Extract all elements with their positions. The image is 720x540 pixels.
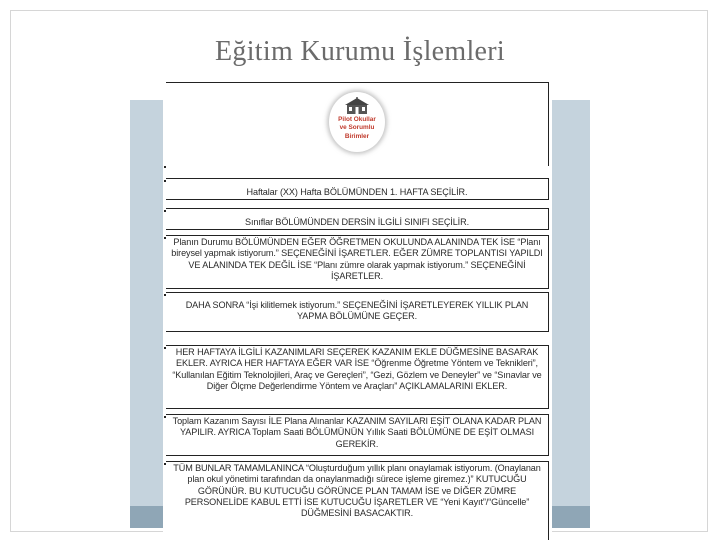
margin-tick (164, 347, 166, 349)
step-3-box (166, 235, 549, 289)
margin-tick (164, 463, 166, 465)
step-5-text: HER HAFTAYA İLGİLİ KAZANIMLARI SEÇEREK KAZANIM EKLE DÜĞMESİNE BASARAK EKLER. AYRICA HER HAFTAYA EĞER VAR İSE “Öğrenme Öğretme Yöntem ve Teknikleri”, “Kullanılan Eğitim Teknolojileri, Araç ve Gereçleri”, “Gezi, Gözlem ve Deneyler” ve “Sınavlar ve Diğer Ölçme Değerlendirme Yöntem ve Araçları” AÇIKLAMALARINI EKLER. (172, 347, 542, 391)
step-5-box (166, 345, 549, 409)
margin-tick (164, 166, 166, 168)
slide-title: Eğitim Kurumu İşlemleri (215, 36, 505, 67)
logo-text-line1: Pilot Okullar (338, 116, 376, 123)
step-3-text: Planın Durumu BÖLÜMÜNDEN EĞER ÖĞRETMEN OKULUNDA ALANINDA TEK İSE “Planı bireysel yapmak istiyorum.” SEÇENEĞİNİ İŞARETLER. EĞER ZÜMRE TOPLANTISI YAPILDI VE ALANINDA TEK DEĞİL İSE “Planı zümre olarak yapmak istiyorum.” SEÇENEĞİNİ İŞARETLER. (171, 237, 543, 281)
step-7-text: TÜM BUNLAR TAMAMLANINCA “Oluşturduğum yıllık planı onaylamak istiyorum. (Onaylanan plan okul yönetimi tarafından da onaylanmadığı sürece işleme giremez.)” KUTUCUĞU GÖRÜNÜR. BU KUTUCUĞU GÖRÜNCE PLAN TAMAM İSE ve DİĞER ZÜMRE PERSONELİDE KABUL ETTİ İSE KUTUCUĞU İŞARETLER VE “Yeni Kayıt”/“Güncelle” DÜĞMESİNİ BASACAKTIR. (173, 463, 541, 519)
step-6-text: Toplam Kazanım Sayısı İLE Plana Alınanlar KAZANIM SAYILARI EŞİT OLANA KADAR PLAN YAPILIR. AYRICA Toplam Saati BÖLÜMÜNÜN Yıllık Saati BÖLÜMÜNE DE EŞİT OLMASI GEREKİR. (172, 416, 542, 449)
step-7-box (166, 461, 549, 540)
margin-tick (164, 180, 166, 182)
margin-tick (164, 237, 166, 239)
step-1-text: Haftalar (XX) Hafta BÖLÜMÜNDEN 1. HAFTA SEÇİLİR. (246, 187, 468, 197)
school-building-icon (344, 97, 370, 115)
step-1-box (166, 178, 549, 200)
logo-text-line2: ve Sorumlu (339, 124, 375, 131)
margin-tick (164, 416, 166, 418)
logo-text-line3: Birimler (344, 133, 370, 140)
pilot-schools-logo (329, 92, 385, 152)
margin-tick (164, 210, 166, 212)
step-4-box (166, 292, 549, 332)
step-6-box (166, 414, 549, 456)
margin-tick (164, 294, 166, 296)
step-2-box (166, 208, 549, 230)
step-2-text: Sınıflar BÖLÜMÜNDEN DERSİN İLGİLİ SINIFI SEÇİLİR. (244, 217, 469, 227)
step-4-text: DAHA SONRA “İşi kilitlemek istiyorum.” SEÇENEĞİNİ İŞARETLEYEREK YILLIK PLAN YAPMA BÖLÜMÜNE GEÇER. (185, 300, 529, 322)
